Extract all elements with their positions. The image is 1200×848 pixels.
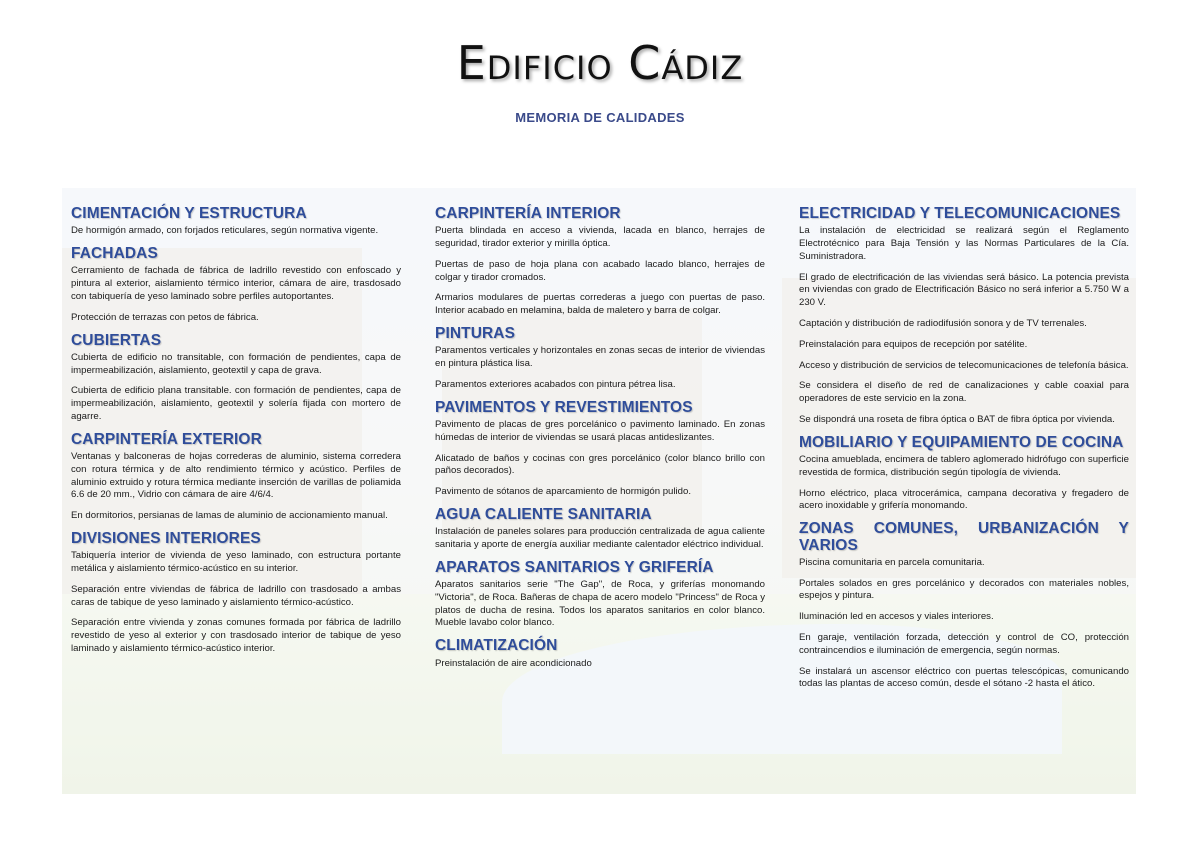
section-paragraph: Se instalará un ascensor eléctrico con puertas telescópicas, comunicando todas las plantas de acceso común, desde el sótano -2 hasta el ático. [799,665,1129,690]
section-heading: FACHADAS [71,245,158,263]
section-mobiliario-cocina [799,435,1129,513]
section-paragraph: Horno eléctrico, placa vitrocerámica, campana decorativa y fregadero de acero inoxidable y grifería monomando. [799,487,1129,512]
section-heading: CIMENTACIÓN Y ESTRUCTURA [71,205,307,222]
section-paragraph: Separación entre vivienda y zonas comunes formada por fábrica de ladrillo revestido de yeso al exterior y con trasdosado interior de tabique de yeso laminado y aislamiento térmico-acústico interior. [71,617,401,655]
column-middle [435,206,765,678]
section-paragraph: Cerramiento de fachada de fábrica de ladrillo revestido con enfoscado y pintura al exterior, aislamiento térmico interior, cámara de aire, trasdosado con tabiquería de yeso laminado sobre perfiles autoportantes. [71,265,401,302]
section-divisiones-interiores [71,531,401,656]
section-paragraph: Iluminación led en accesos y viales interiores. [799,611,994,623]
section-electricidad [799,206,1129,427]
section-fachadas [71,246,401,324]
section-heading: ELECTRICIDAD Y TELECOMUNICACIONES [799,205,1121,222]
section-pavimentos [435,400,765,499]
section-paragraph: Instalación de paneles solares para producción centralizada de agua caliente sanitaria y aporte de energía auxiliar mediante calentador eléctrico individual. [435,526,765,551]
section-heading: APARATOS SANITARIOS Y GRIFERÍA [435,558,714,576]
section-heading: MOBILIARIO Y EQUIPAMIENTO DE COCINA [799,433,1124,451]
section-climatizacion [435,638,765,670]
section-heading: CARPINTERÍA INTERIOR [435,205,621,222]
section-heading: CUBIERTAS [71,331,162,349]
section-paragraph: Armarios modulares de puertas correderas a juego con puertas de paso. Interior acabado en melamina, balda de maletero y barra de colgar. [435,292,765,317]
section-heading: DIVISIONES INTERIORES [71,530,261,548]
column-right [799,206,1129,699]
section-paragraph: En garaje, ventilación forzada, detección y control de CO, protección contraincendios e iluminación de emergencia, según normas. [799,632,1129,656]
section-paragraph: Ventanas y balconeras de hojas correderas de aluminio, sistema corredera con rotura térmica y de alto rendimiento térmico y acústico. Perfiles de aluminio extruido y rotura térmica mediante inserción de varillas de poliamida 6.6 de 20 mm., Vidrio con cámara de aire 4/6/4. [71,451,401,501]
section-paragraph: Acceso y distribución de servicios de telecomunicaciones de telefonía básica. [799,359,1129,371]
section-aparatos-sanitarios [435,560,765,630]
section-heading: PINTURAS [435,325,516,343]
section-paragraph: Captación y distribución de radiodifusión sonora y de TV terrenales. [799,318,1087,330]
section-heading: PAVIMENTOS Y REVESTIMIENTOS [435,398,693,416]
section-paragraph: Protección de terrazas con petos de fábrica. [71,311,259,323]
section-paragraph: Se dispondrá una roseta de fibra óptica o BAT de fibra óptica por vivienda. [799,414,1115,426]
page-title: Edificio Cádiz [456,36,744,90]
section-paragraph: Paramentos verticales y horizontales en zonas secas de interior de viviendas en pintura plástica lisa. [435,345,765,370]
section-paragraph: De hormigón armado, con forjados reticulares, según normativa vigente. [71,225,379,237]
section-paragraph: El grado de electrificación de las viviendas será básico. La potencia prevista en viviendas con grado de Electrificación Básico no será inferior a 5.750 W a 230 V. [799,271,1129,309]
section-paragraph: Se considera el diseño de red de canalizaciones y cable coaxial para operadores de este servicio en la zona. [799,380,1129,405]
section-paragraph: Cubierta de edificio plana transitable. con formación de pendientes, capa de impermeabilización, aislamiento, geotextil y solería fijada con mortero de agarre. [71,385,401,422]
section-paragraph: Puerta blindada en acceso a vivienda, lacada en blanco, herrajes de seguridad, tirador exterior y mirilla óptica. [435,225,765,250]
section-paragraph: Cocina amueblada, encimera de tablero aglomerado hidrófugo con superficie revestida de formica, distribución según tipología de vivienda. [799,454,1129,478]
section-paragraph: Paramentos exteriores acabados con pintura pétrea lisa. [435,378,676,390]
section-cimentacion [71,206,401,238]
section-heading: CLIMATIZACIÓN [435,637,558,655]
section-pinturas [435,326,765,392]
section-paragraph: Cubierta de edificio no transitable, con formación de pendientes, capa de impermeabilización, aislamiento, geotextil y capa de grava. [71,351,401,376]
section-heading: AGUA CALIENTE SANITARIA [435,505,652,523]
section-paragraph: Preinstalación para equipos de recepción por satélite. [799,338,1028,350]
section-paragraph: Puertas de paso de hoja plana con acabado lacado blanco, herrajes de colgar y tirador cromados. [435,258,765,283]
section-heading: ZONAS COMUNES, URBANIZACIÓN Y VARIOS [799,520,1129,554]
section-paragraph: Portales solados en gres porcelánico y decorados con materiales nobles, espejos y pintura. [799,577,1129,602]
section-paragraph: Aparatos sanitarios serie "The Gap", de Roca, y griferías monomando "Victoria", de Roca. Bañeras de chapa de acero modelo "Princess" de Roca y platos de ducha de resina. Todos los aparatos sanitarios en color blanco. Mueble lavabo color blanco. [435,579,765,629]
section-paragraph: Piscina comunitaria en parcela comunitaria. [799,556,985,568]
section-paragraph: Alicatado de baños y cocinas con gres porcelánico (color blanco brillo con paños decorados). [435,452,765,477]
section-heading: CARPINTERÍA EXTERIOR [71,430,262,448]
section-paragraph: Tabiquería interior de vivienda de yeso laminado, con estructura portante metálica y aislamiento térmico-acústico en su interior. [71,550,401,575]
section-carpinteria-exterior [71,432,401,523]
section-paragraph: La instalación de electricidad se realizará según el Reglamento Electrotécnico para Baja Tensión y las Normas Particulares de la Cía. Suministradora. [799,225,1129,262]
page-subtitle: MEMORIA DE CALIDADES [515,110,685,125]
section-cubiertas [71,333,401,424]
section-zonas-comunes [799,521,1129,691]
column-left [71,206,401,664]
section-paragraph: Separación entre viviendas de fábrica de ladrillo con trasdosado a ambas caras de tabique de yeso laminado y aislamiento térmico-acústico. [71,583,401,608]
section-carpinteria-interior [435,206,765,318]
section-paragraph: Pavimento de placas de gres porcelánico o pavimento laminado. En zonas húmedas de interior de viviendas se usará placas antideslizantes. [435,418,765,443]
section-agua-caliente [435,507,765,552]
section-paragraph: Preinstalación de aire acondicionado [435,657,592,669]
section-paragraph: Pavimento de sótanos de aparcamiento de hormigón pulido. [435,486,691,498]
section-paragraph: En dormitorios, persianas de lamas de aluminio de accionamiento manual. [71,510,388,522]
